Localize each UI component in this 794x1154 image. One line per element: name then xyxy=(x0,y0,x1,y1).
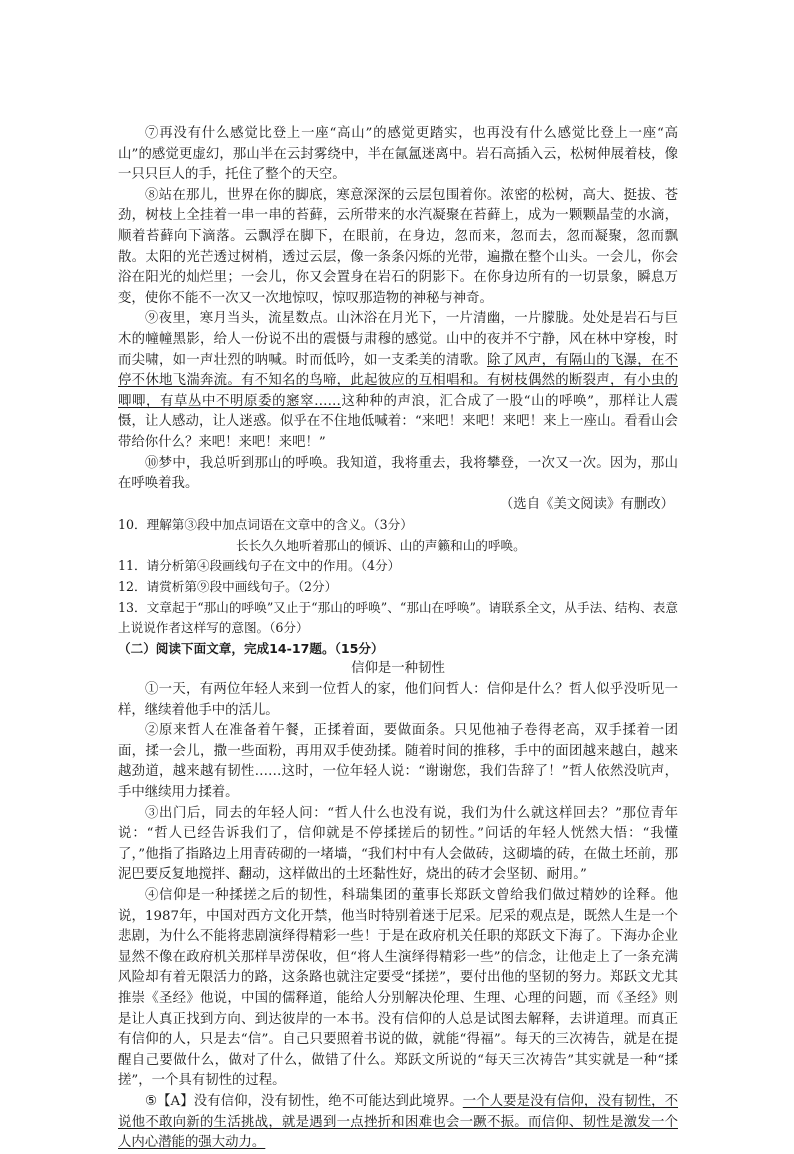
article-paragraph-3: ③出门后，同去的年轻人问：“哲人什么也没有说，我们为什么就这样回去？”那位青年说：“哲人已经告诉我们了，信仰就是不停揉搓后的韧性。”问话的年轻人恍然大悟：“我懂了，”他指了指路边上用青砖砌的一堵墙，“我们村中有人会做砖，这砌墙的砖，在做土坯前，那泥巴要反复地搅拌、翻动，这样做出的土坯黏性好，烧出的砖才会坚韧、耐用。” xyxy=(118,805,678,883)
paragraph-7: ⑦再没有什么感觉比登上一座“高山”的感觉更踏实，也再没有什么感觉比登上一座“高山”的感觉更虚幻，那山半在云封雾绕中，半在氤氲迷离中。岩石高插入云，松树伸展着枝，像一只只巨人的手，托住了整个的天空。 xyxy=(118,126,678,183)
question-10-answer: 长长久久地听着那山的倾诉、山的声籁和山的呼唤。 xyxy=(236,537,526,553)
article-paragraph-5-text: ⑤【A】没有信仰，没有韧性，绝不可能达到此境界。 xyxy=(145,1093,463,1109)
question-12: 12．请赏析第⑨段中画线句子。（2分） xyxy=(118,579,338,595)
section-2-heading: （二）阅读下面文章，完成14-17题。（15分） xyxy=(118,640,384,656)
question-10: 10．理解第③段中加点词语在文章中的含义。（3分） xyxy=(118,517,413,533)
paragraph-10: ⑩梦中，我总听到那山的呼唤。我知道，我将重去，我将攀登，一次又一次。因为，那山在呼唤着我。 xyxy=(118,455,678,492)
question-11: 11．请分析第④段画线句子在文中的作用。（4分） xyxy=(118,558,401,574)
paragraph-9-text-a: ⑨夜里，寒月当头，流星数点。山沐浴在月光下，一片清幽，一片朦胧。处处是岩石与巨木的幢幢黑影，给人一份说不出的震慑与肃穆的感觉。山中的夜并不宁静，风在林中穿梭，时而尖啸，如一声壮烈的呐喊。时而低吟，如一支柔美的清歌。 xyxy=(118,311,678,368)
source-note: （选自《美文阅读》有删改） xyxy=(499,496,674,512)
article-paragraph-1: ①一天，有两位年轻人来到一位哲人的家，他们问哲人：信仰是什么？哲人似乎没听见一样，继续着他手中的活儿。 xyxy=(118,682,678,718)
paragraph-9-underlined: 除了风声，有隔山的飞瀑，在不停不休地飞湍奔流。有不知名的鸟啼，此起彼应的互相唱和。有树枝偶然的断裂声，有小虫的唧唧，有草丛中不明原委的窸窣…… xyxy=(118,352,679,409)
article-paragraph-4: ④信仰是一种揉搓之后的韧性，科瑞集团的董事长郑跃文曾给我们做过精妙的诠释。他说，1987年，中国对西方文化开禁，他当时特别着迷于尼采。尼采的观点是，既然人生是一个悲剧，为什么不能将悲剧演绎得精彩一些！于是在政府机关任职的郑跃文下海了。下海办企业显然不像在政府机关那样旱涝保收，但“将人生演绎得精彩一些”的信念，让他走上了一条充满风险却有着无限活力的路，这条路也就注定要受“揉搓”，要付出他的坚韧的努力。郑跃文尤其推崇《圣经》他说，中国的儒释道，能给人分别解决伦理、生理、心理的问题，而《圣经》则是让人真正找到方向、到达彼岸的一本书。没有信仰的人总是试图去解释，去讲道理。而真正有信仰的人，只是去“信”。自己只要照着书说的做，就能“得福”。每天的三次祷告，就是在提醒自己要做什么，做对了什么，做错了什么。郑跃文所说的“每天三次祷告”其实就是一种“揉搓”，一个具有韧性的过程。 xyxy=(118,887,678,1089)
paragraph-8: ⑧站在那儿，世界在你的脚底，寒意深深的云层包围着你。浓密的松树，高大、挺拔、苍劲，树枝上全挂着一串一串的苔藓，云所带来的水汽凝聚在苔藓上，成为一颗颗晶莹的水滴，顺着苔藓向下滴落。云飘浮在脚下，在眼前，在身边，忽而来，忽而去，忽而凝聚，忽而飘散。太阳的光芒透过树梢，透过云层，像一条条闪烁的光带，遍撒在整个山头。一会儿，你会浴在阳光的灿烂里；一会儿，你又会置身在岩石的阴影下。在你身边所有的一切景象，瞬息万变，使你不能不一次又一次地惊叹，惊叹那造物的神秘与神奇。 xyxy=(118,187,678,306)
article-title: 信仰是一种韧性 xyxy=(351,661,445,677)
question-13: 13．文章起于“那山的呼唤”又止于“那山的呼唤”、“那山在呼唤”。请联系全文，从手法、结构、表意上说说作者这样写的意图。（6分） xyxy=(118,599,678,636)
paragraph-9 xyxy=(118,309,678,453)
article-paragraph-5-underlined: 一个人要是没有信仰，没有韧性，不说他不敢向新的生活挑战，就是遇到一点挫折和困难也会一蹶不振。而信仰、韧性是激发一个人内心潜能的强大动力。 xyxy=(118,1093,678,1151)
document-page xyxy=(118,124,678,1154)
article-paragraph-2: ②原来哲人在准备着午餐，正揉着面，要做面条。只见他袖子卷得老高，双手揉着一团面，揉一会儿，撒一些面粉，再用双手使劲揉。随着时间的推移，手中的面团越来越白，越来越劲道，越来越有韧性……这时，一位年轻人说：“谢谢您，我们告辞了！”哲人依然没吭声，手中继续用力揉着。 xyxy=(118,723,678,800)
paragraph-9-text-b: 这种种的声浪，汇合成了一股“山的呼唤”，那样让人震慑，让人感动，让人迷惑。似乎在不住地低喊着：“来吧！来吧！来吧！来上一座山。看看山会带给你什么？来吧！来吧！来吧！” xyxy=(118,393,678,450)
